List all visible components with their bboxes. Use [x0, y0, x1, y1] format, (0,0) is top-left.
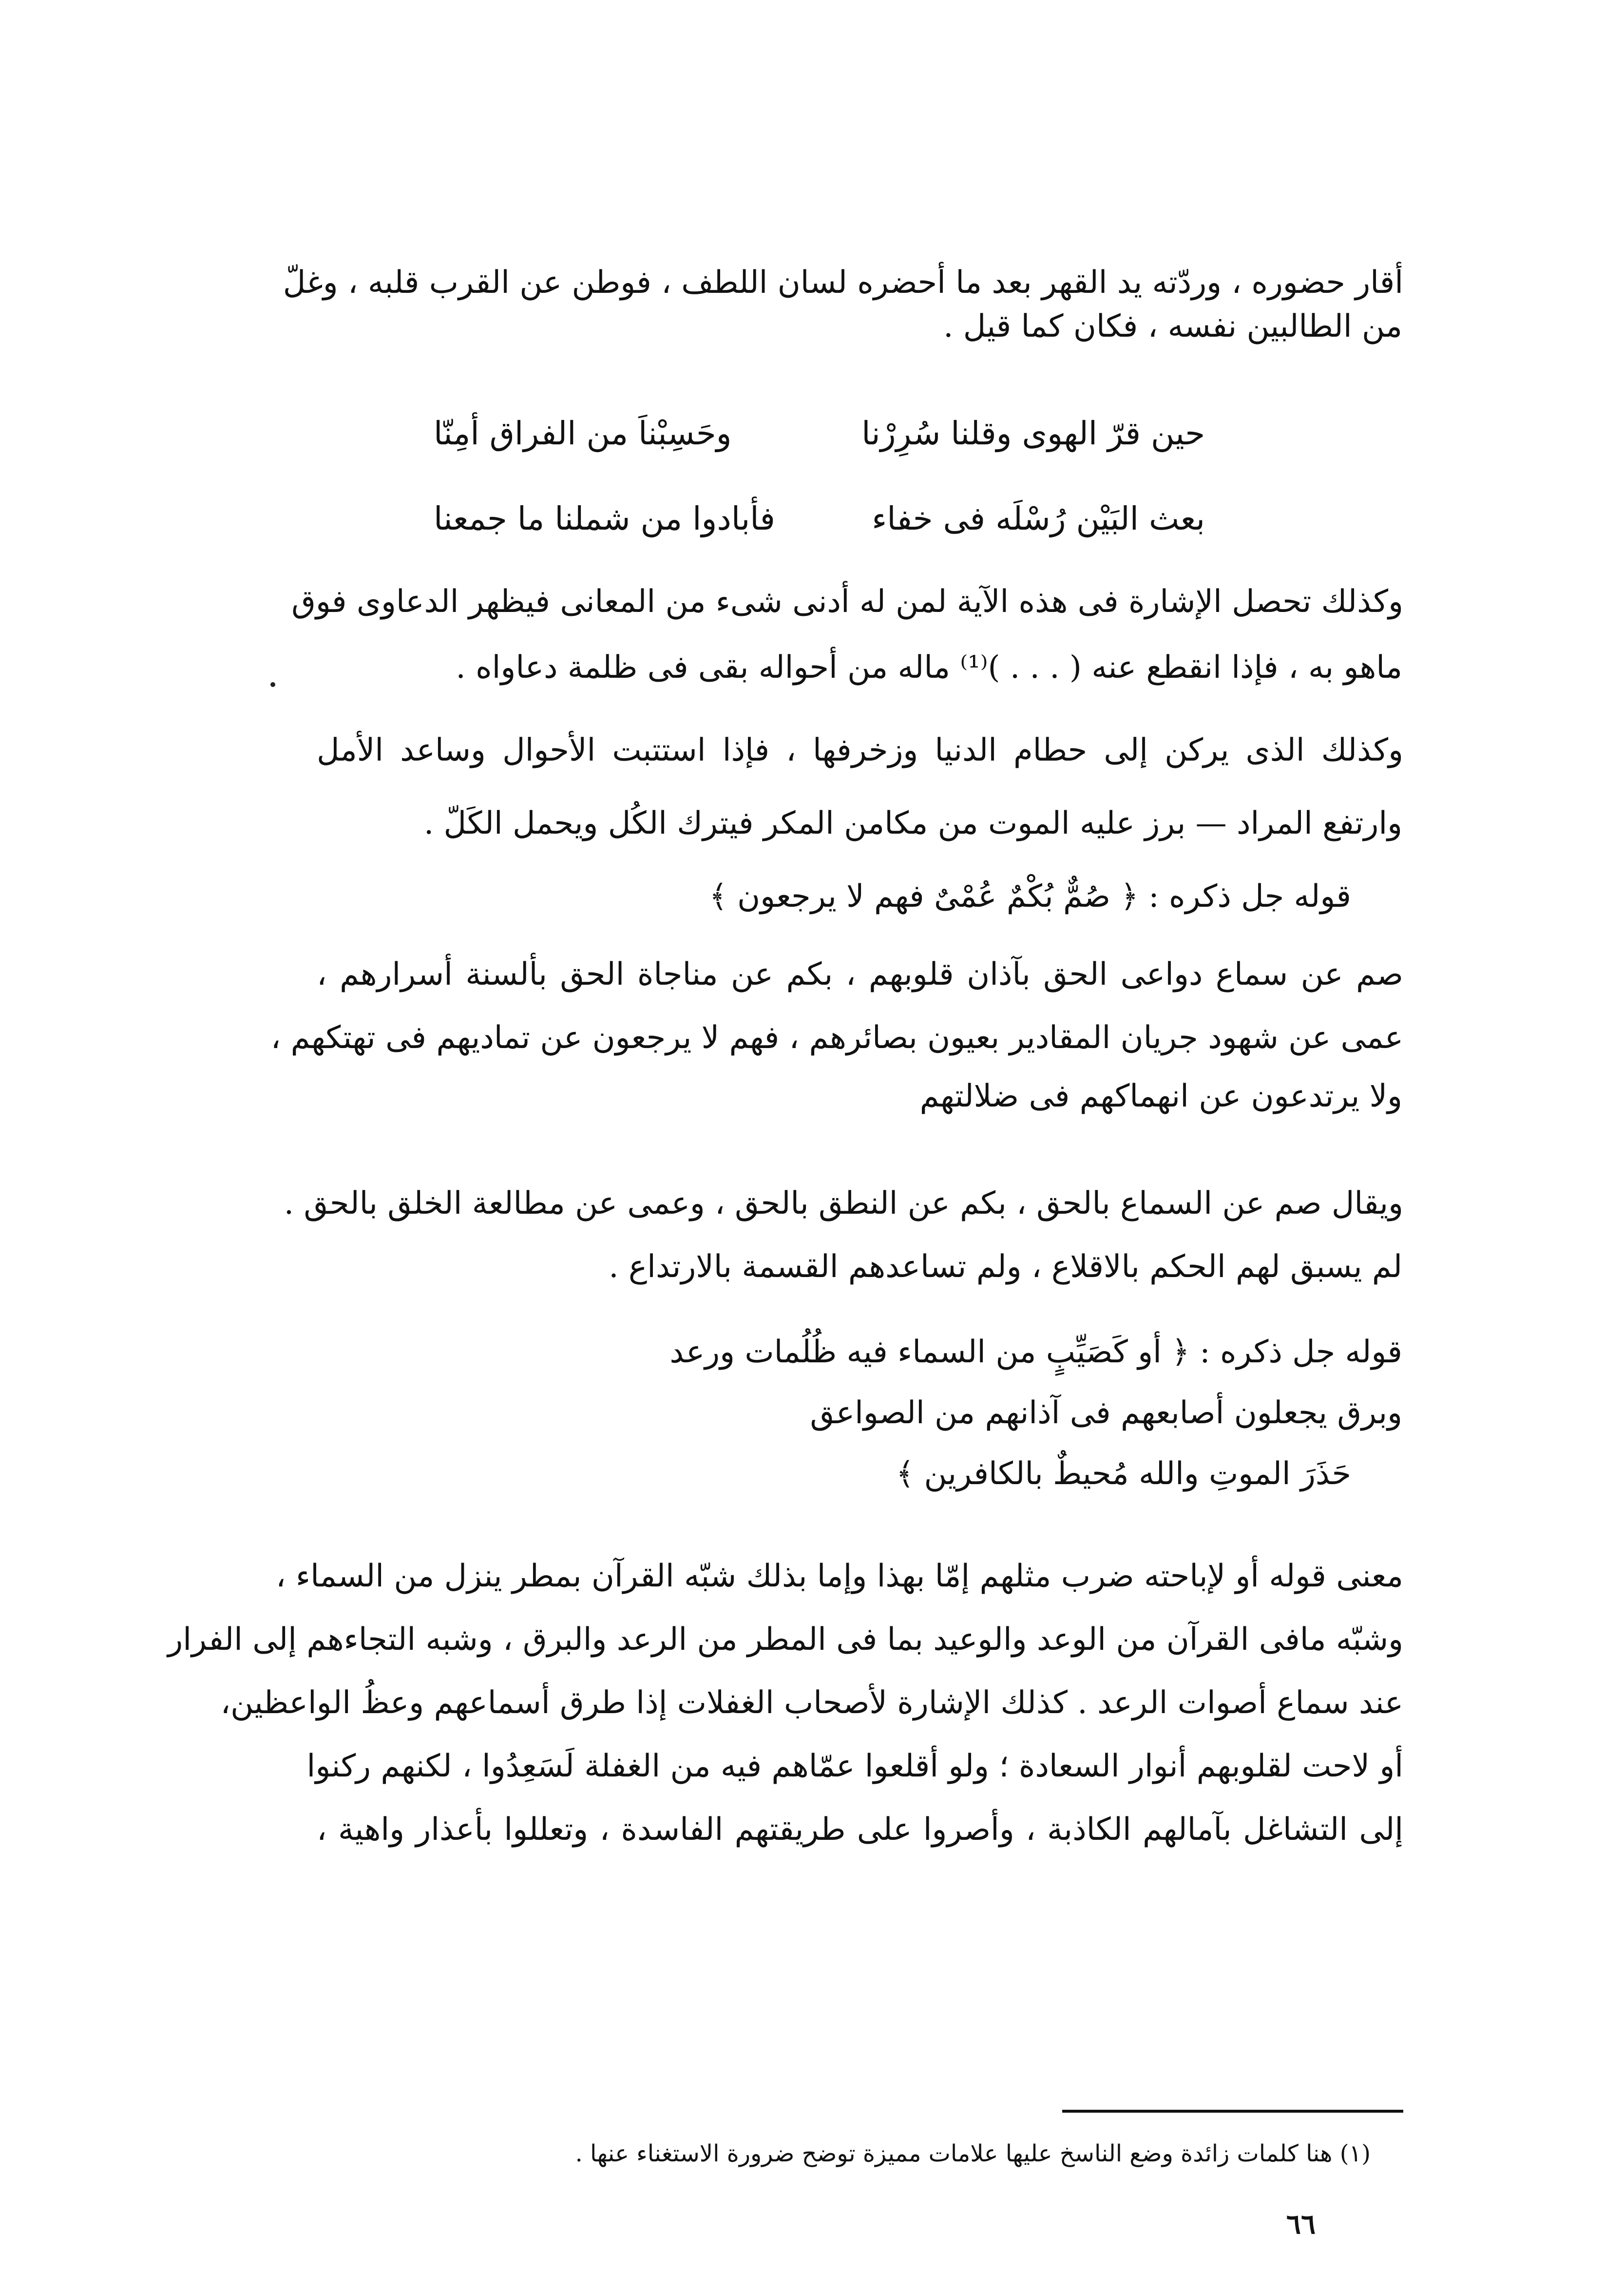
- text-line: صم عن سماع دواعى الحق بآذان قلوبهم ، بكم عن مناجاة الحق بألسنة أسرارهم ،: [317, 956, 1403, 993]
- text-line: وكذلك تحصل الإشارة فى هذه الآية لمن له أدنى شىء من المعانى فيظهر الدعاوى فوق: [291, 584, 1403, 620]
- text-line: ماهو به ، فإذا انقطع عنه ( . . . )⁽¹⁾ ماله من أحواله بقى فى ظلمة دعاواه .: [456, 649, 1402, 686]
- text-line: أقار حضوره ، وردّته يد القهر بعد ما أحضره لسان اللطف ، فوطن عن القرب قلبه ، وغلّ: [283, 265, 1403, 301]
- text-line: وكذلك الذى يركن إلى حطام الدنيا وزخرفها ، فإذا استتبت الأحوال وساعد الأمل: [317, 732, 1404, 768]
- verse-1-first-hemistich: حين قرّ الهوى وقلنا سُرِرْنا: [861, 415, 1205, 452]
- text-line: وارتفع المراد — برز عليه الموت من مكامن المكر فيترك الكُل ويحمل الكَلّ .: [423, 805, 1402, 841]
- text-line: عند سماع أصوات الرعد . كذلك الإشارة لأصحاب الغفلات إذا طرق أسماعهم وعظُ الواعظين،: [220, 1685, 1403, 1721]
- text-line: ولا يرتدعون عن انهماكهم فى ضلالتهم: [919, 1078, 1402, 1114]
- text-line: إلى التشاغل بآمالهم الكاذبة ، وأصروا على طريقتهم الفاسدة ، وتعللوا بأعذار واهية ،: [317, 1812, 1404, 1848]
- footnote: (١) هنا كلمات زائدة وضع الناسخ عليها علامات مميزة توضح ضرورة الاستغناء عنها .: [575, 2140, 1371, 2167]
- text-line: ويقال صم عن السماع بالحق ، بكم عن النطق بالحق ، وعمى عن مطالعة الخلق بالحق .: [284, 1185, 1403, 1222]
- footnote-separator: [1062, 2110, 1403, 2113]
- verse-1-second-hemistich: وحَسِبْناَ من الفراق أمِنّا: [434, 415, 732, 452]
- quran-verse-heading: قوله جل ذكره : ﴿ أو كَصَيِّبٍ من السماء فيه ظُلُمات ورعد: [669, 1334, 1402, 1370]
- stray-mark: [270, 682, 275, 687]
- text-line: أو لاحت لقلوبهم أنوار السعادة ؛ ولو أقلعوا عمّاهم فيه من الغفلة لَسَعِدُوا ، لكنهم ركنوا: [306, 1748, 1403, 1784]
- page-number: ٦٦: [1286, 2208, 1316, 2240]
- verse-2-first-hemistich: بعث البَيْن رُسْلَه فى خفاء: [872, 500, 1205, 537]
- text-line: من الطالبين نفسه ، فكان كما قيل .: [943, 308, 1402, 344]
- quran-verse-continuation: حَذَرَ الموتِ والله مُحيطٌ بالكافرين ﴾: [896, 1456, 1351, 1492]
- text-line: معنى قوله أو لإباحته ضرب مثلهم إمّا بهذا وإما بذلك شبّه القرآن بمطر ينزل من السماء ،: [276, 1558, 1403, 1594]
- text-line: عمى عن شهود جريان المقادير بعيون بصائرهم ، فهم لا يرجعون عن تماديهم فى تهتكهم ،: [270, 1020, 1403, 1056]
- quran-verse-heading: قوله جل ذكره : ﴿ صُمٌّ بُكْمٌ عُمْىٌ فهم لا يرجعون ﴾: [709, 878, 1351, 915]
- text-line: وشبّه مافى القرآن من الوعد والوعيد بما فى المطر من الرعد والبرق ، وشبه التجاءهم إلى الفرار: [168, 1622, 1403, 1658]
- text-line: لم يسبق لهم الحكم بالاقلاع ، ولم تساعدهم القسمة بالارتداع .: [609, 1249, 1402, 1285]
- quran-verse-continuation: وبرق يجعلون أصابعهم فى آذانهم من الصواعق: [810, 1395, 1402, 1431]
- verse-2-second-hemistich: فأبادوا من شملنا ما جمعنا: [434, 500, 775, 537]
